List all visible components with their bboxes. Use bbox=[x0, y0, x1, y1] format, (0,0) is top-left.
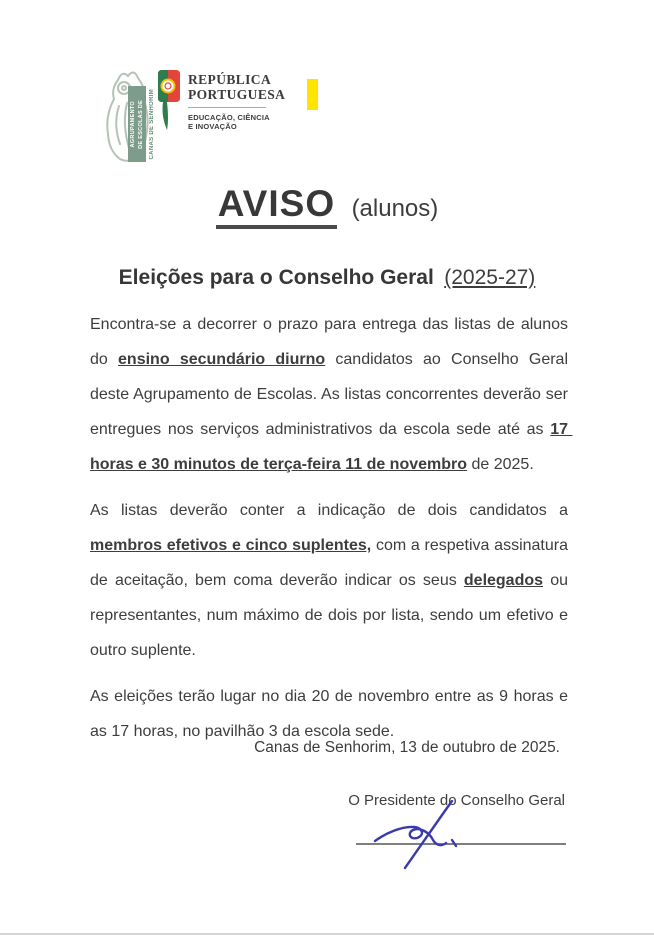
school-banner-line: CANAS DE SENHORIM bbox=[149, 88, 155, 160]
paragraph-list-requirements bbox=[90, 493, 573, 668]
signature-scribble-icon bbox=[348, 800, 578, 872]
notice-subtitle-term: (2025-27) bbox=[444, 266, 536, 289]
school-name-banner bbox=[128, 86, 146, 162]
emphasized-text: delegados bbox=[463, 572, 544, 589]
yellow-highlight-mark bbox=[307, 79, 318, 110]
notice-subtitle: Eleições para o Conselho Geral bbox=[118, 266, 434, 289]
text-segment: As eleições terão lugar no dia 20 de novembro entre as 9 horas e as 17 horas, no pavilhão 3 da escola sede. bbox=[90, 688, 573, 740]
notice-title-suffix: (alunos) bbox=[351, 195, 439, 222]
notice-subtitle-row bbox=[0, 266, 654, 290]
notice-title: AVISO bbox=[216, 183, 337, 229]
portugal-flag-icon bbox=[156, 68, 182, 134]
republic-wordmark bbox=[188, 72, 318, 131]
republic-title-line1: REPÚBLICA bbox=[188, 72, 272, 87]
paragraph-deadline bbox=[90, 307, 573, 482]
text-segment: de 2025. bbox=[467, 456, 534, 473]
text-segment: Encontra-se a decorrer o prazo para entrega das listas de alunos do bbox=[90, 316, 573, 368]
dateline: Canas de Senhorim, 13 de outubro de 2025. bbox=[254, 739, 560, 756]
letterhead bbox=[98, 64, 338, 168]
text-segment: ou representantes, num máximo de dois por lista, sendo um efetivo e outro suplente. bbox=[90, 572, 573, 659]
emphasized-text: ensino secundário diurno bbox=[118, 351, 326, 368]
notice-title-row bbox=[0, 183, 654, 225]
text-segment: com a respetiva assinatura de aceitação, bem coma deverão indicar os seus bbox=[90, 537, 573, 589]
school-banner-line: DE ESCOLAS DE bbox=[138, 99, 144, 149]
ministry-label-line1: EDUCAÇÃO, CIÊNCIA bbox=[188, 113, 270, 122]
text-segment: candidatos ao Conselho Geral deste Agrupamento de Escolas. As listas concorrentes deverão ser entregues nos serviços administrativos da escola sede até as bbox=[90, 351, 573, 438]
emphasized-text: membros efetivos e cinco suplentes, bbox=[90, 537, 372, 554]
signature-area bbox=[348, 800, 578, 877]
signature-caption: O Presidente do Conselho Geral bbox=[348, 792, 565, 809]
republic-divider bbox=[188, 107, 266, 108]
emphasized-text: 17 horas e 30 minutos de terça-feira 11 de novembro bbox=[90, 421, 573, 473]
republic-title-line2: PORTUGUESA bbox=[188, 87, 286, 102]
text-segment: As listas deverão conter a indicação de dois candidatos a bbox=[90, 502, 573, 519]
school-banner-line: AGRUPAMENTO bbox=[130, 100, 136, 148]
notice-body bbox=[90, 307, 573, 760]
ministry-label-line2: E INOVAÇÃO bbox=[188, 122, 237, 131]
